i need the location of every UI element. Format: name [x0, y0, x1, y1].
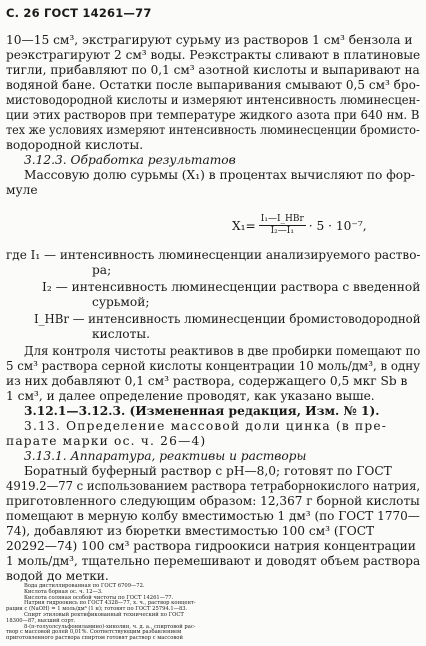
text-line: из них добавляют 0,1 см³ раствора, содержащего 0,5 мкг Sb в: [6, 374, 408, 388]
text-line: Спирт этиловый ректификованный технический по ГОСТ: [24, 612, 184, 618]
definition-line: сурьмой;: [92, 295, 150, 309]
text-line: Натрия гидроокись по ГОСТ 4328—77, х. ч., раствор концент-: [24, 600, 196, 607]
text-line: 20292—74) 100 см³ раствора гидроокиси натрия концентрации: [6, 539, 416, 553]
formula-numerator: I₁—I_HBr: [260, 214, 304, 224]
text-line: Кислота борная ос. ч. 12—3.: [24, 588, 103, 595]
text-line: тигли, прибавляют по 0,1 см³ азотной кислоты и выпаривают на: [6, 63, 420, 77]
formula-denominator: I₂—I₁: [270, 226, 294, 236]
formula-fraction: [259, 214, 306, 237]
amendment-note: 3.12.1—3.12.3. (Измененная редакция, Изм. № 1).: [24, 404, 380, 418]
text-line: приготовленного следующим образом: 12,367 г борной кислоты: [6, 494, 420, 508]
text-line: 5 см³ раствора серной кислоты концентрации 10 моль/дм³, в одну: [6, 359, 421, 373]
section-heading: 3.13.1. Аппаратура, реактивы и растворы: [24, 449, 307, 463]
section-heading: парате марки ос. ч. 26—4): [6, 434, 207, 448]
text-line: водяной бане. Остатки после выпаривания смывают 0,5 см³ бро-: [6, 78, 420, 92]
section-heading: 3.13. Определение массовой доли цинка (в пре-: [24, 419, 388, 433]
definition-line: ра;: [92, 263, 112, 277]
text-line: 4919.2—77 с использованием раствора тетраборнокислого натрия,: [6, 479, 421, 493]
definition-line: I₂ — интенсивность люминесценции раствора с введенной: [42, 280, 421, 294]
text-line: 8-(п-толуолсульфониламино)-хинолин, ч. д. а., спиртовой рас-: [24, 623, 196, 630]
text-line: 1 см³, и далее определение проводят, как указано выше.: [6, 389, 375, 403]
definition-line: где I₁ — интенсивность люминесценции анализируемого раство-: [6, 248, 421, 262]
text-line: муле: [6, 183, 38, 197]
text-line: Кислота соляная особой чистоты по ГОСТ 14261—77.: [24, 594, 174, 601]
text-line: 10—15 см³, экстрагируют сурьму из растворов 1 см³ бензола и: [6, 33, 413, 47]
text-line: Для контроля чистоты реактивов в две пробирки помещают по: [24, 344, 421, 358]
definition-line: I_HBr — интенсивность люминесценции бромистоводородной: [34, 312, 421, 326]
text-line: мистоводородной кислоты и измеряют интенсивность люминесцен-: [6, 93, 420, 107]
formula-lhs: X₁=: [232, 218, 256, 233]
text-line: тех же условиях измеряют интенсивность люминесценции бромисто-: [6, 123, 420, 137]
formula-rhs: · 5 · 10⁻⁷,: [308, 218, 367, 233]
text-line: ции этих растворов при температуре жидкого азота при 640 нм. В: [6, 108, 420, 122]
text-line: Боратный буферный раствор с рН—8,0; готовят по ГОСТ: [24, 464, 392, 478]
text-line: 74), добавляют из бюретки вместимостью 100 см³ (ГОСТ: [6, 524, 375, 538]
formula: [232, 214, 367, 237]
text-line: рации с (NaOH) = 1 моль/дм³ (1 н); готовят по ГОСТ 25794.1—83.: [6, 606, 188, 613]
text-line: водой до метки.: [6, 569, 109, 583]
text-line: приготовленного раствора спиртом готовят раствор с массовой: [6, 635, 183, 642]
text-line: 1 моль/дм³, тщательно перемешивают и доводят объем раствора: [6, 554, 421, 568]
section-heading: 3.12.3. Обработка результатов: [24, 153, 236, 167]
text-line: водородной кислоты.: [6, 138, 144, 152]
text-line: твор с массовой долей 0,01%. Соответствующим разбавлением: [6, 629, 182, 636]
page-header: С. 26 ГОСТ 14261—77: [6, 6, 152, 20]
text-line: 18300—87, высший сорт.: [6, 617, 76, 624]
definition-line: кислоты.: [92, 327, 150, 341]
text-line: помещают в мерную колбу вместимостью 1 дм³ (по ГОСТ 1770—: [6, 509, 420, 523]
text-line: Вода дистиллированная по ГОСТ 6709—72.: [24, 583, 145, 589]
text-line: реэкстрагируют 2 см³ воды. Реэкстракты сливают в платиновые: [6, 48, 421, 62]
text-line: Массовую долю сурьмы (X₁) в процентах вычисляют по фор-: [24, 168, 416, 182]
